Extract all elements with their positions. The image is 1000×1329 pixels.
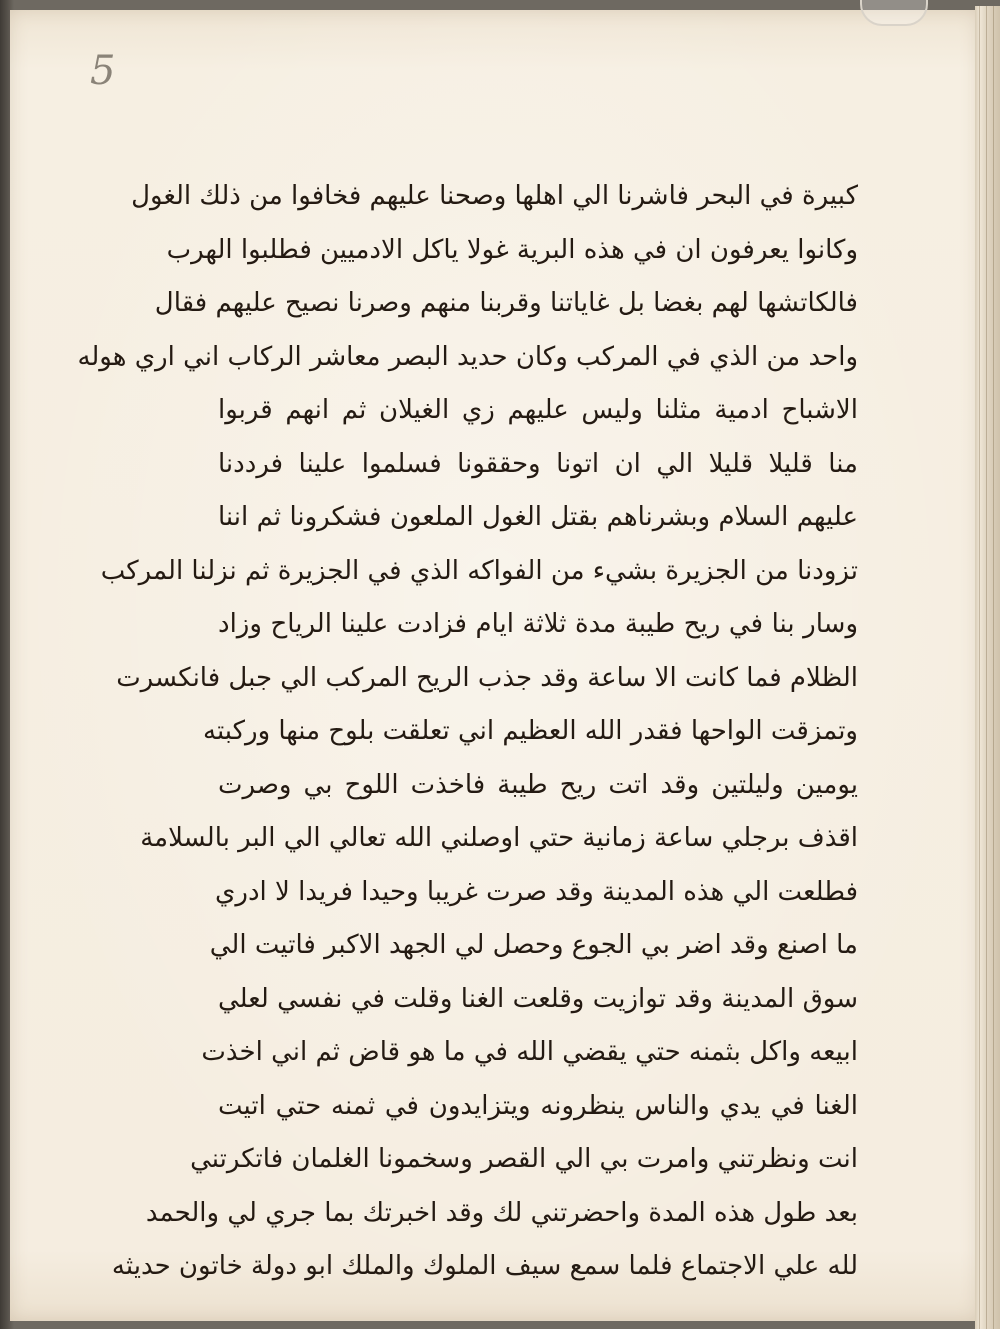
manuscript-line: يومين وليلتين وقد اتت ريح طيبة فاخذت اللوح بي وصرت bbox=[218, 769, 858, 800]
manuscript-line: وسار بنا في ريح طيبة مدة ثلاثة ايام فزادت علينا الرياح وزاد bbox=[218, 609, 858, 639]
manuscript-line: الغنا في يدي والناس ينظرونه ويتزايدون في ثمنه حتي اتيت bbox=[218, 1090, 858, 1121]
manuscript-line: بعد طول هذه المدة واحضرتني لك وقد اخبرتك بما جري لي والحمد bbox=[145, 1197, 858, 1228]
manuscript-line: اقذف برجلي ساعة زمانية حتي اوصلني الله تعالي الي البر بالسلامة bbox=[140, 823, 858, 853]
manuscript-line: واحد من الذي في المركب وكان حديد البصر معاشر الركاب اني اري هوله bbox=[77, 341, 858, 372]
manuscript-line: انت ونظرتني وامرت بي الي القصر وسخمونا الغلمان فاتكرتني bbox=[190, 1144, 858, 1174]
manuscript-line: الظلام فما كانت الا ساعة وقد جذب الريح المركب الي جبل فانكسرت bbox=[116, 662, 858, 693]
manuscript-line: لله علي الاجتماع فلما سمع سيف الملوك والملك ابو دولة خاتون حديثه bbox=[111, 1251, 858, 1281]
manuscript-line: فالكاتشها لهم بغضا بل غاياتنا وقربنا منهم وصرنا نصيح عليهم فقال bbox=[154, 288, 858, 318]
manuscript-page bbox=[10, 10, 978, 1321]
text-block bbox=[77, 170, 858, 1294]
manuscript-line: كبيرة في البحر فاشرنا الي اهلها وصحنا عليهم فخافوا من ذلك الغول bbox=[131, 181, 858, 211]
manuscript-line: منا قليلا قليلا الي ان اتونا وحققونا فسلموا علينا فرددنا bbox=[218, 448, 858, 479]
manuscript-line: سوق المدينة وقد توازيت وقلعت الغنا وقلت في نفسي لعلي bbox=[218, 983, 858, 1014]
manuscript-line: الاشباح ادمية مثلنا وليس عليهم زي الغيلان ثم انهم قربوا bbox=[218, 395, 858, 425]
page-edge bbox=[975, 6, 1000, 1329]
manuscript-line: وتمزقت الواحها فقدر الله العظيم اني تعلقت بلوح منها وركبته bbox=[203, 716, 858, 746]
page-edge-line bbox=[979, 6, 980, 1329]
page-edge-line bbox=[993, 6, 994, 1329]
manuscript-line: ابيعه واكل بثمنه حتي يقضي الله في ما هو قاض ثم اني اخذت bbox=[201, 1037, 858, 1067]
manuscript-line: فطلعت الي هذه المدينة وقد صرت غريبا وحيدا فريدا لا ادري bbox=[215, 876, 858, 907]
folio-number: 5 bbox=[90, 48, 116, 94]
page-edge-line bbox=[986, 6, 987, 1329]
clip-mark bbox=[860, 0, 928, 26]
manuscript-line: ما اصنع وقد اضر بي الجوع وحصل لي الجهد الاكبر فاتيت الي bbox=[209, 930, 858, 960]
manuscript-line: تزودنا من الجزيرة بشيء من الفواكه الذي في الجزيرة ثم نزلنا المركب bbox=[100, 555, 858, 586]
manuscript-line: عليهم السلام وبشرناهم بقتل الغول الملعون فشكرونا ثم اننا bbox=[218, 502, 858, 532]
manuscript-line: وكانوا يعرفون ان في هذه البرية غولا ياكل الادميين فطلبوا الهرب bbox=[166, 234, 858, 265]
